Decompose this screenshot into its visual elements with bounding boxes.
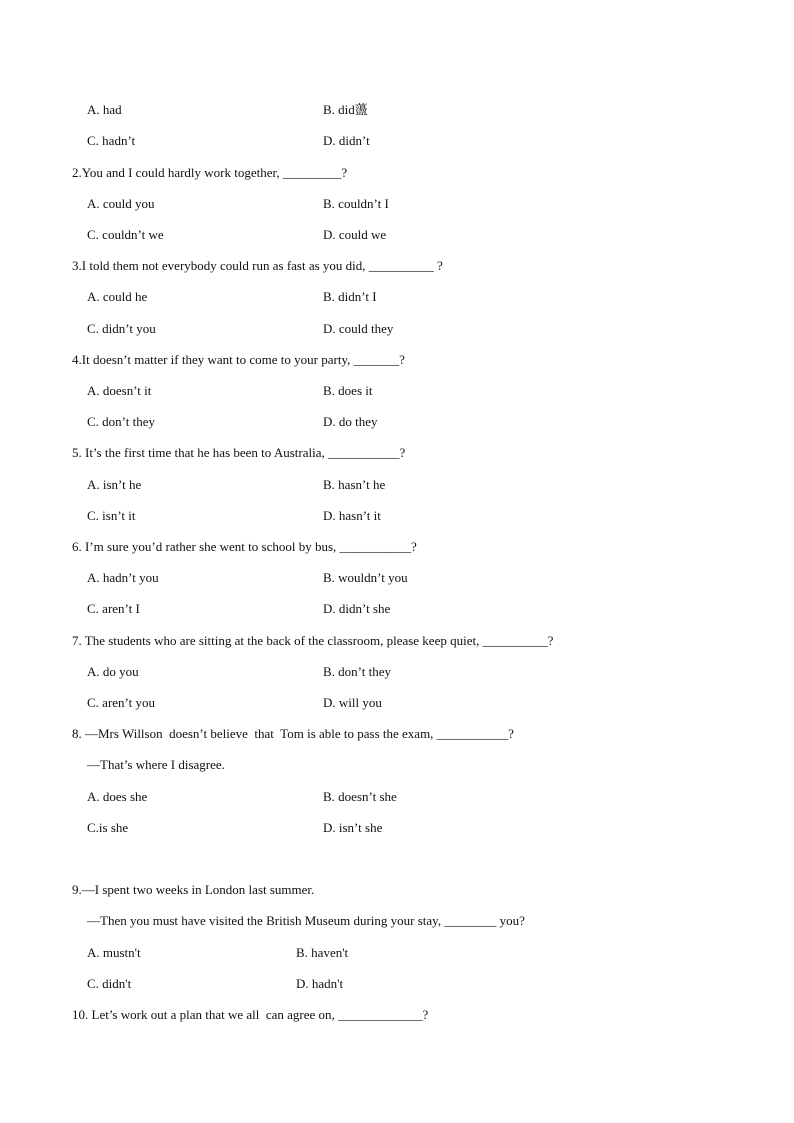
q4-option-d: D. do they bbox=[323, 414, 378, 429]
q6-option-b: B. wouldn’t you bbox=[323, 570, 408, 585]
q4-stem: 4.It doesn’t matter if they want to come to your party, _______? bbox=[72, 352, 405, 367]
q3-stem: 3.I told them not everybody could run as fast as you did, __________ ? bbox=[72, 258, 443, 273]
q4-option-b: B. does it bbox=[323, 383, 373, 398]
q4-option-c: C. don’t they bbox=[87, 414, 156, 429]
q2-option-b: B. couldn’t I bbox=[323, 196, 389, 211]
q3-option-b: B. didn’t I bbox=[323, 289, 377, 304]
q3-option-c: C. didn’t you bbox=[87, 321, 156, 336]
q10-stem: 10. Let’s work out a plan that we all can agree on, _____________? bbox=[72, 1007, 429, 1022]
q3-option-a: A. could he bbox=[87, 289, 148, 304]
q5-stem: 5. It’s the first time that he has been to Australia, ___________? bbox=[72, 445, 406, 460]
q9-reply: —Then you must have visited the British Museum during your stay, ________ you? bbox=[87, 913, 525, 928]
q5-option-b: B. hasn’t he bbox=[323, 477, 386, 492]
q8-option-a: A. does she bbox=[87, 789, 148, 804]
q6-option-d: D. didn’t she bbox=[323, 601, 391, 616]
q2-option-a: A. could you bbox=[87, 196, 155, 211]
q9-option-d: D. hadn't bbox=[296, 976, 344, 991]
q2-stem: 2.You and I could hardly work together, _________? bbox=[72, 165, 348, 180]
q8-option-c: C.is she bbox=[87, 820, 129, 835]
q8-stem: 8. —Mrs Willson doesn’t believe that Tom is able to pass the exam, ___________? bbox=[72, 726, 514, 741]
q5-option-d: D. hasn’t it bbox=[323, 508, 381, 523]
q4-option-a: A. doesn’t it bbox=[87, 383, 152, 398]
q5-option-c: C. isn’t it bbox=[87, 508, 136, 523]
q1-option-c: C. hadn’t bbox=[87, 133, 136, 148]
q7-option-a: A. do you bbox=[87, 664, 139, 679]
q8-option-d: D. isn’t she bbox=[323, 820, 383, 835]
q2-option-d: D. could we bbox=[323, 227, 387, 242]
q6-option-a: A. hadn’t you bbox=[87, 570, 159, 585]
q1-option-d: D. didn’t bbox=[323, 133, 370, 148]
q7-stem: 7. The students who are sitting at the back of the classroom, please keep quiet, __________? bbox=[72, 633, 554, 648]
q6-stem: 6. I’m sure you’d rather she went to school by bus, ___________? bbox=[72, 539, 417, 554]
q9-option-a: A. mustn't bbox=[87, 945, 141, 960]
q9-stem: 9.—I spent two weeks in London last summer. bbox=[72, 882, 315, 897]
q2-option-c: C. couldn’t we bbox=[87, 227, 164, 242]
q9-option-c: C. didn't bbox=[87, 976, 132, 991]
q9-option-b: B. haven't bbox=[296, 945, 349, 960]
q8-reply: —That’s where I disagree. bbox=[87, 757, 225, 772]
q1-option-b: B. did蘯 bbox=[323, 102, 368, 117]
q7-option-c: C. aren’t you bbox=[87, 695, 155, 710]
q7-option-d: D. will you bbox=[323, 695, 382, 710]
q3-option-d: D. could they bbox=[323, 321, 394, 336]
q6-option-c: C. aren’t I bbox=[87, 601, 140, 616]
q7-option-b: B. don’t they bbox=[323, 664, 392, 679]
q5-option-a: A. isn’t he bbox=[87, 477, 142, 492]
q8-option-b: B. doesn’t she bbox=[323, 789, 397, 804]
q1-option-a: A. had bbox=[87, 102, 122, 117]
